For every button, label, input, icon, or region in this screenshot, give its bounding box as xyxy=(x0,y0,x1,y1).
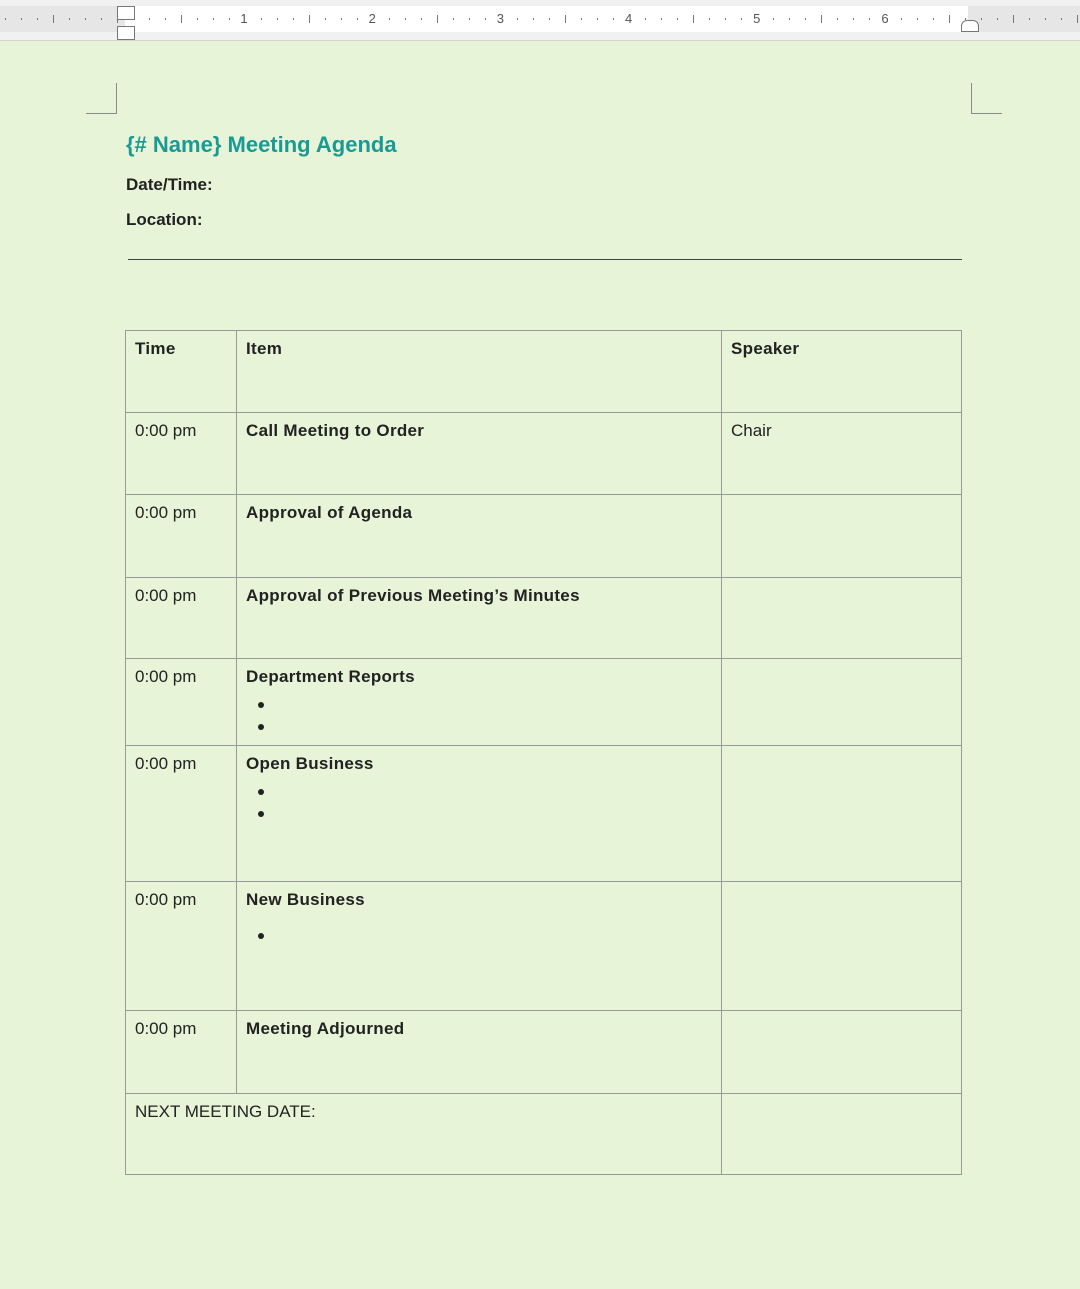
ruler-tick xyxy=(229,18,230,20)
ruler-tick xyxy=(37,18,38,20)
ruler-tick xyxy=(5,18,6,20)
ruler-tick xyxy=(69,18,70,20)
document-title[interactable]: {# Name} Meeting Agenda xyxy=(126,132,397,157)
table-row xyxy=(126,882,962,1011)
table-row xyxy=(126,1011,962,1094)
ruler-tick xyxy=(869,18,870,20)
ruler-tick xyxy=(181,15,182,23)
next-meeting-date-cell[interactable]: NEXT MEETING DATE: xyxy=(126,1094,722,1175)
item-text: Department Reports xyxy=(246,667,415,686)
ruler-tick xyxy=(709,18,710,20)
header-speaker[interactable]: Speaker xyxy=(722,331,962,413)
next-meeting-row xyxy=(126,1094,962,1175)
time-cell[interactable]: 0:00 pm xyxy=(126,882,237,1011)
ruler-tick xyxy=(565,15,566,23)
ruler-number: 1 xyxy=(240,11,248,26)
speaker-cell[interactable] xyxy=(722,746,962,882)
ruler-tick xyxy=(53,15,54,23)
bullet-list[interactable] xyxy=(246,693,712,737)
bullet-item[interactable] xyxy=(276,693,712,715)
time-cell[interactable]: 0:00 pm xyxy=(126,495,237,578)
ruler-number: 4 xyxy=(624,11,633,26)
item-text: Call Meeting to Order xyxy=(246,421,425,440)
ruler-tick xyxy=(1029,18,1030,20)
ruler-tick xyxy=(773,18,774,20)
left-indent-marker[interactable] xyxy=(117,26,135,40)
item-cell[interactable] xyxy=(237,1011,722,1094)
ruler-tick xyxy=(693,15,694,23)
item-cell[interactable] xyxy=(237,659,722,746)
item-text: Approval of Agenda xyxy=(246,503,413,522)
ruler-tick xyxy=(805,18,806,20)
table-row xyxy=(126,578,962,659)
header-time[interactable]: Time xyxy=(126,331,237,413)
item-cell[interactable] xyxy=(237,413,722,495)
table-row xyxy=(126,659,962,746)
date-time-label[interactable]: Date/Time: xyxy=(126,175,213,194)
ruler-tick xyxy=(741,18,742,20)
bullet-item[interactable] xyxy=(276,715,712,737)
ruler-tick xyxy=(997,18,998,20)
ruler-tick xyxy=(469,18,470,20)
ruler-tick xyxy=(933,18,934,20)
ruler-tick xyxy=(309,15,310,23)
ruler-tick xyxy=(533,18,534,20)
item-text: Meeting Adjourned xyxy=(246,1019,405,1038)
ruler-number: 5 xyxy=(753,11,761,26)
ruler-tick xyxy=(149,18,150,20)
item-cell[interactable] xyxy=(237,882,722,1011)
ruler-tick xyxy=(789,18,790,20)
right-indent-marker[interactable] xyxy=(961,20,979,32)
horizontal-divider xyxy=(128,259,962,260)
ruler-tick xyxy=(453,18,454,20)
item-cell[interactable] xyxy=(237,578,722,659)
item-text: Approval of Previous Meeting’s Minutes xyxy=(246,586,580,605)
ruler-tick xyxy=(165,18,166,20)
bullet-list[interactable] xyxy=(246,780,712,824)
table-header-row xyxy=(126,331,962,413)
ruler-tick xyxy=(949,15,950,23)
time-cell[interactable]: 0:00 pm xyxy=(126,578,237,659)
speaker-cell[interactable] xyxy=(722,495,962,578)
time-cell[interactable]: 0:00 pm xyxy=(126,746,237,882)
ruler-tick xyxy=(1077,15,1078,23)
item-cell[interactable] xyxy=(237,495,722,578)
ruler-tick xyxy=(437,15,438,23)
bullet-item[interactable] xyxy=(276,780,712,802)
ruler-tick xyxy=(853,18,854,20)
margin-corner-top-left xyxy=(86,83,117,114)
ruler-number: 3 xyxy=(496,11,505,26)
bullet-item[interactable] xyxy=(276,802,712,824)
bullet-list[interactable] xyxy=(246,924,712,946)
ruler-tick xyxy=(517,18,518,20)
ruler-tick xyxy=(101,18,102,20)
time-cell[interactable]: 0:00 pm xyxy=(126,413,237,495)
ruler-number: 6 xyxy=(881,11,889,26)
ruler-tick xyxy=(1013,15,1014,23)
time-cell[interactable]: 0:00 pm xyxy=(126,1011,237,1094)
item-text: New Business xyxy=(246,890,365,909)
ruler-tick xyxy=(261,18,262,20)
location-label[interactable]: Location: xyxy=(126,210,203,229)
item-cell[interactable] xyxy=(237,746,722,882)
horizontal-ruler[interactable] xyxy=(0,0,1080,41)
ruler-tick xyxy=(341,18,342,20)
table-row xyxy=(126,746,962,882)
speaker-cell[interactable] xyxy=(722,578,962,659)
speaker-cell[interactable] xyxy=(722,882,962,1011)
speaker-cell[interactable] xyxy=(722,1011,962,1094)
speaker-cell[interactable] xyxy=(722,659,962,746)
first-line-indent-marker[interactable] xyxy=(117,6,135,20)
table-row xyxy=(126,495,962,578)
item-text: Open Business xyxy=(246,754,374,773)
header-item[interactable]: Item xyxy=(237,331,722,413)
ruler-tick xyxy=(677,18,678,20)
ruler-tick xyxy=(21,18,22,20)
ruler-tick xyxy=(613,18,614,20)
ruler-tick xyxy=(213,18,214,20)
next-meeting-speaker-cell[interactable] xyxy=(722,1094,962,1175)
ruler-tick xyxy=(325,18,326,20)
bullet-item[interactable] xyxy=(276,924,712,946)
ruler-tick xyxy=(645,18,646,20)
ruler-tick xyxy=(197,18,198,20)
ruler-tick xyxy=(405,18,406,20)
ruler-tick xyxy=(389,18,390,20)
ruler-tick xyxy=(821,15,822,23)
ruler-tick xyxy=(421,18,422,20)
ruler-text-area xyxy=(125,6,968,32)
ruler-tick xyxy=(661,18,662,20)
margin-corner-top-right xyxy=(971,83,1002,114)
ruler-tick xyxy=(85,18,86,20)
ruler-number: 2 xyxy=(368,11,376,26)
ruler-tick xyxy=(901,18,902,20)
ruler-tick xyxy=(597,18,598,20)
ruler-tick xyxy=(357,18,358,20)
ruler-tick xyxy=(277,18,278,20)
ruler-tick xyxy=(1045,18,1046,20)
ruler-tick xyxy=(293,18,294,20)
time-cell[interactable]: 0:00 pm xyxy=(126,659,237,746)
speaker-cell[interactable]: Chair xyxy=(722,413,962,495)
ruler-tick xyxy=(485,18,486,20)
ruler-tick xyxy=(1061,18,1062,20)
ruler-tick xyxy=(837,18,838,20)
agenda-table[interactable] xyxy=(125,330,962,1175)
ruler-tick xyxy=(917,18,918,20)
ruler-tick xyxy=(981,18,982,20)
ruler-tick xyxy=(581,18,582,20)
ruler-tick xyxy=(725,18,726,20)
table-row xyxy=(126,413,962,495)
ruler-tick xyxy=(549,18,550,20)
